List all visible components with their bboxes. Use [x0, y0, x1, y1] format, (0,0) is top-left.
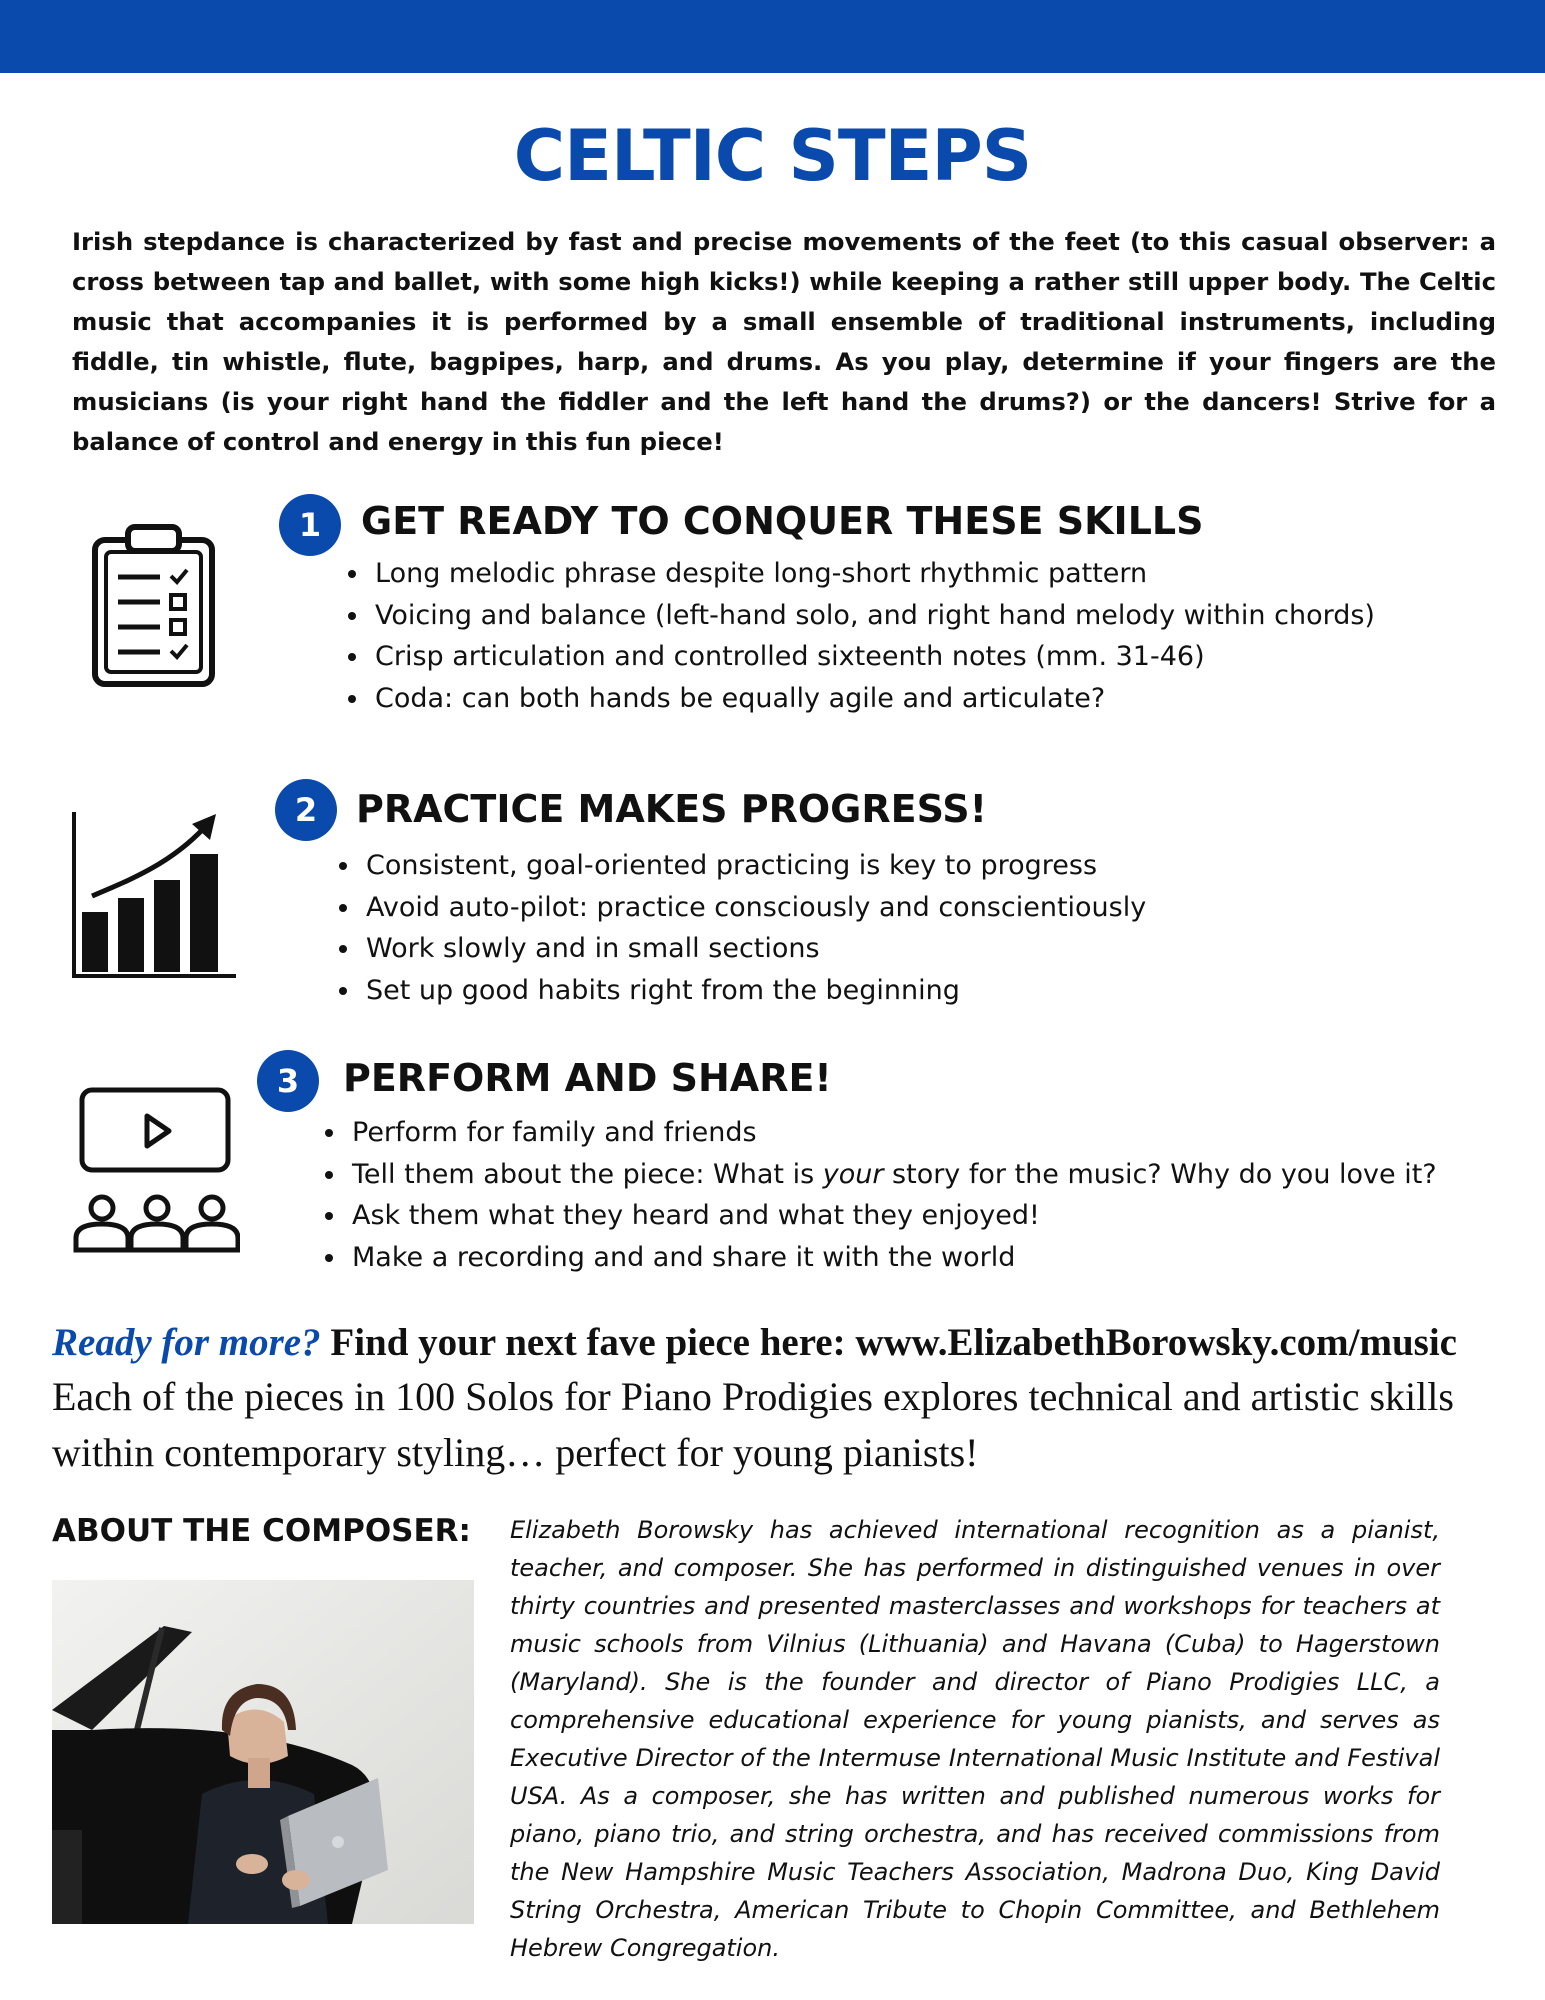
- practice-list: [329, 845, 1146, 1011]
- list-item: • Crisp articulation and controlled sixteenth notes (mm. 31-46): [371, 636, 1375, 678]
- composer-photo: [52, 1580, 474, 1924]
- story-emphasis: your: [822, 1158, 884, 1190]
- section-title-perform: PERFORM AND SHARE!: [343, 1056, 832, 1100]
- composer-bio: Elizabeth Borowsky has achieved international recognition as a pianist, teacher, and composer. She has performed in distinguished venues in over thirty countries and presented masterclasses and workshops for teachers at music schools from Vilnius (Lithuania) and Havana (Cuba) to Hagerstown (Maryland). She is the founder and director of Piano Prodigies LLC, a comprehensive educational experience for young pianists, and serves as Executive Director of the Intermuse International Music Institute and Festival USA. As a composer, she has written and published numerous works for piano, piano trio, and string orchestra, and has received commissions from the New Hampshire Music Teachers Association, Madrona Duo, King David String Orchestra, American Tribute to Chopin Committee, and Bethlehem Hebrew Congregation.: [510, 1516, 1440, 1962]
- list-item: • Coda: can both hands be equally agile and articulate?: [371, 678, 1375, 720]
- list-item: • Make a recording and and share it with the world: [348, 1237, 1437, 1279]
- page-title: CELTIC STEPS: [513, 115, 1032, 197]
- story-text-after: story for the music? Why do you love it?: [883, 1158, 1437, 1190]
- list-item: • Work slowly and in small sections: [362, 928, 1146, 970]
- list-item: • Voicing and balance (left-hand solo, and right hand melody within chords): [371, 595, 1375, 637]
- clipboard-checklist-icon: [90, 522, 220, 690]
- list-item: • Long melodic phrase despite long-short rhythmic pattern: [371, 553, 1375, 595]
- bar-chart-growth-icon: [70, 806, 238, 980]
- list-item: • Set up good habits right from the beginning: [362, 970, 1146, 1012]
- list-item: • Consistent, goal-oriented practicing is key to progress: [362, 845, 1146, 887]
- list-item: • Perform for family and friends: [348, 1112, 1437, 1154]
- intro-paragraph: Irish stepdance is characterized by fast and precise movements of the feet (to this casual observer: a cross between tap and ballet, with some high kicks!) while keeping a rather still upper body. The Celtic music that accompanies it is performed by a small ensemble of traditional instruments, including fiddle, tin whistle, flute, bagpipes, harp, and drums. As you play, determine if your fingers are the musicians (is your right hand the fiddler and the left hand the drums?) or the dancers! Strive for a balance of control and energy in this fun piece!: [72, 227, 1496, 456]
- top-banner: [0, 0, 1545, 73]
- list-item: [348, 1154, 1437, 1196]
- website-link[interactable]: Find your next fave piece here: www.ElizabethBorowsky.com/music: [330, 1321, 1457, 1364]
- section-title-practice: PRACTICE MAKES PROGRESS!: [356, 787, 987, 831]
- about-heading: ABOUT THE COMPOSER:: [52, 1513, 471, 1549]
- skills-list: [338, 553, 1375, 719]
- step-number-2: 2: [275, 779, 337, 841]
- step-number-3: 3: [257, 1050, 319, 1112]
- ready-line: [52, 1315, 1512, 1371]
- series-description: Each of the pieces in 100 Solos for Piano Prodigies explores technical and artistic skills within contemporary styling… perfect for young pianists!: [52, 1374, 1454, 1475]
- perform-list: [315, 1112, 1437, 1278]
- video-audience-icon: [70, 1086, 240, 1254]
- list-item: • Ask them what they heard and what they enjoyed!: [348, 1195, 1437, 1237]
- story-text-before: Tell them about the piece: What is: [352, 1158, 823, 1190]
- step-number-1: 1: [279, 494, 341, 556]
- list-item: • Avoid auto-pilot: practice consciously and conscientiously: [362, 887, 1146, 929]
- ready-lead: Ready for more?: [52, 1321, 321, 1364]
- section-title-skills: GET READY TO CONQUER THESE SKILLS: [361, 499, 1204, 543]
